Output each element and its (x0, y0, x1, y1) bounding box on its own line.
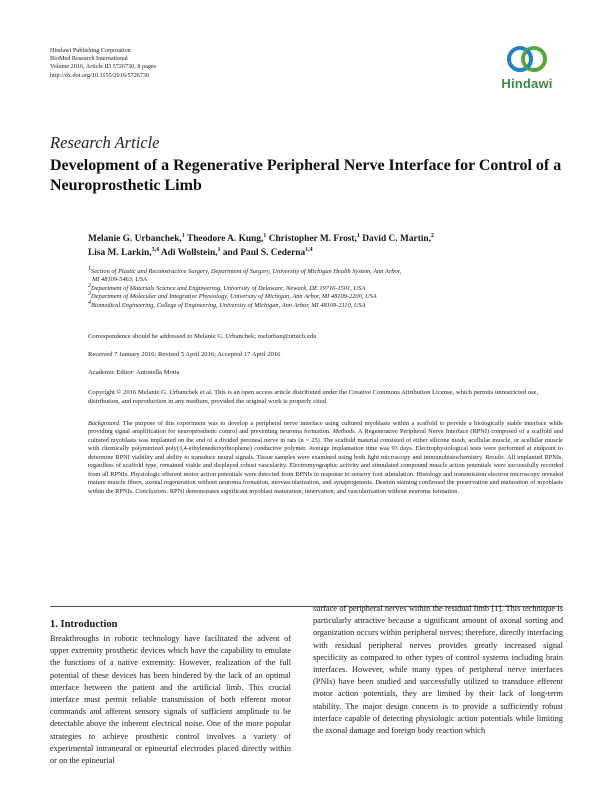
abstract-label-conclusions: Conclusions. (135, 487, 169, 495)
hindawi-logo (497, 42, 557, 91)
abstract-conclusions: RPNI demonstrates significant myoblast maturation, innervation, and vascularization without neuroma formation. (169, 487, 459, 495)
academic-editor: Academic Editor: Antonella Motta (88, 369, 180, 376)
body-column-left: Breakthroughs in robotic technology have facilitated the advent of upper extremity prosthetic devices which have the capability to emulate the functions of a native extremity. However, realization of the full potential of these devices has been hindered by the lack of an optimal interface between the patient and the artificial limb. This crucial interface must permit reliable transmission of both efferent motor commands and afferent sensory signals of sufficient amplitude to be detectable above the inherent electrical noise. One of the more popular strategies to achieve prosthetic control involves a variety of experimental intraneural or epineurial electrodes placed directly within or on the epineurial (50, 634, 291, 766)
volume-info: Volume 2016, Article ID 5726730, 8 pages (50, 63, 157, 71)
article-dates: Received 7 January 2016; Revised 5 April 2016; Accepted 17 April 2016 (88, 351, 281, 358)
logo-wordmark: Hindawi (501, 76, 553, 91)
abstract-label-background: Background. (88, 420, 121, 427)
author: Melanie G. Urbanchek,$^1$ (88, 232, 185, 244)
affiliation: $^2$Department of Materials Science and Engineering, University of Delaware, Newark, DE 19716-1501, USA (88, 282, 366, 292)
article-type: Research Article (50, 133, 160, 152)
publisher: Hindawi Publishing Corporation (50, 47, 131, 54)
author: Christopher M. Frost,$^1$ (268, 232, 360, 244)
author: Adi Wollstein,$^1$ (160, 246, 221, 258)
abstract-results: All implanted RPNIs, regardless of scaffold type, remained viable and displayed robust vascularity. Electromyographic activity and stimulated compound muscle action potentials were successfully recorded from all RPNIs. Physiologic efferent motor action potentials were detected from RPNIs in response to sensory foot stimulation. Histology and transmission electron microscopy revealed mature muscle fibers, axonal regeneration without neuroma formation, neovascularization, and synaptogenesis. Desmin staining confirmed the preservation and maturation of myoblasts within the RPNIs. (88, 453, 563, 495)
doi-link[interactable]: http://dx.doi.org/10.1155/2016/5726730 (50, 71, 150, 79)
affiliation: $^1$Section of Plastic and Reconstructive Surgery, Department of Surgery, University of Michigan Health System, Ann Arbor, MI 48109-5463, USA (88, 265, 402, 284)
affiliations (88, 265, 563, 310)
copyright-notice: Copyright © 2016 Melanie G. Urbanchek et al. This is an open access article distributed under the Creative Commons Attribution License, which permits unrestricted use, distribution, and reproduction in any medium, provided the original work is properly cited. (88, 389, 539, 405)
section-heading: 1. Introduction (50, 619, 118, 630)
abstract-label-results: Results. (485, 453, 506, 461)
abstract-background: The purpose of this experiment was to develop a peripheral nerve interface using cultured myoblasts within a scaffold to provide a biologically stable interface while providing signal amplification for neuroprosthetic control and preventing neuroma formation. (88, 420, 563, 436)
abstract-methods: A Regenerative Peripheral Nerve Interface (RPNI) composed of a scaffold and cultured myoblasts was implanted on the end of a divided peroneal nerve in rats (n = 25). The scaffold material consisted of either silicone mesh, acellular muscle, or acellular muscle with chemically polymerized poly(3,4-ethylenedioxythiophene) conductive polymer. Average implantation time was 93 days. Electrophysiological tests were performed at endpoint to determine RPNI viability and ability to transduce neural signals. Tissue samples were examined using both light microscopy and immunohistochemistry. (88, 428, 563, 461)
affiliation: $^4$Biomedical Engineering, College of Engineering, University of Michigan, Ann Arbor, MI 48109-2110, USA (88, 299, 366, 309)
paper-title: Development of a Regenerative Peripheral Nerve Interface for Control of a Neuroprosthetic Limb (50, 157, 562, 194)
author-list (88, 232, 558, 260)
author: Theodore A. Kung,$^1$ (186, 232, 267, 244)
body-column-right: surface of peripheral nerves within the residual limb [1]. This technique is particularly attractive because a significant amount of axonal sorting and organization occurs within peripheral nerves; therefore, directly interfacing with residual peripheral nerves provides greatly increased signal specificity as compared to other types of control systems including brain interfaces. However, while many types of peripheral nerve interfaces (PNIs) have been studied and successfully utilized to transduce efferent motor action potentials, they are limited by their lack of long-term stability. The major design concern is to provide a sufficiently robust interface capable of detecting physiologic action potentials while limiting the axonal damage and foreign body reaction which (313, 604, 563, 736)
abstract (88, 420, 563, 496)
affiliation: $^3$Department of Molecular and Integrative Physiology, University of Michigan, Ann Arbor, MI 48109-2200, USA (88, 291, 377, 301)
journal-info (50, 47, 156, 80)
abstract-label-methods: Methods. (332, 428, 357, 436)
journal-name: BioMed Research International (50, 55, 128, 63)
correspondence: Correspondence should be addressed to Melanie G. Urbanchek; melurban@umich.edu (88, 333, 317, 340)
author: David C. Martin,$^2$ (362, 232, 434, 244)
author: and Paul S. Cederna$^{1,4}$ (222, 246, 313, 258)
hindawi-logo-icon (505, 42, 549, 76)
author: Lisa M. Larkin,$^{3,4}$ (88, 246, 160, 258)
